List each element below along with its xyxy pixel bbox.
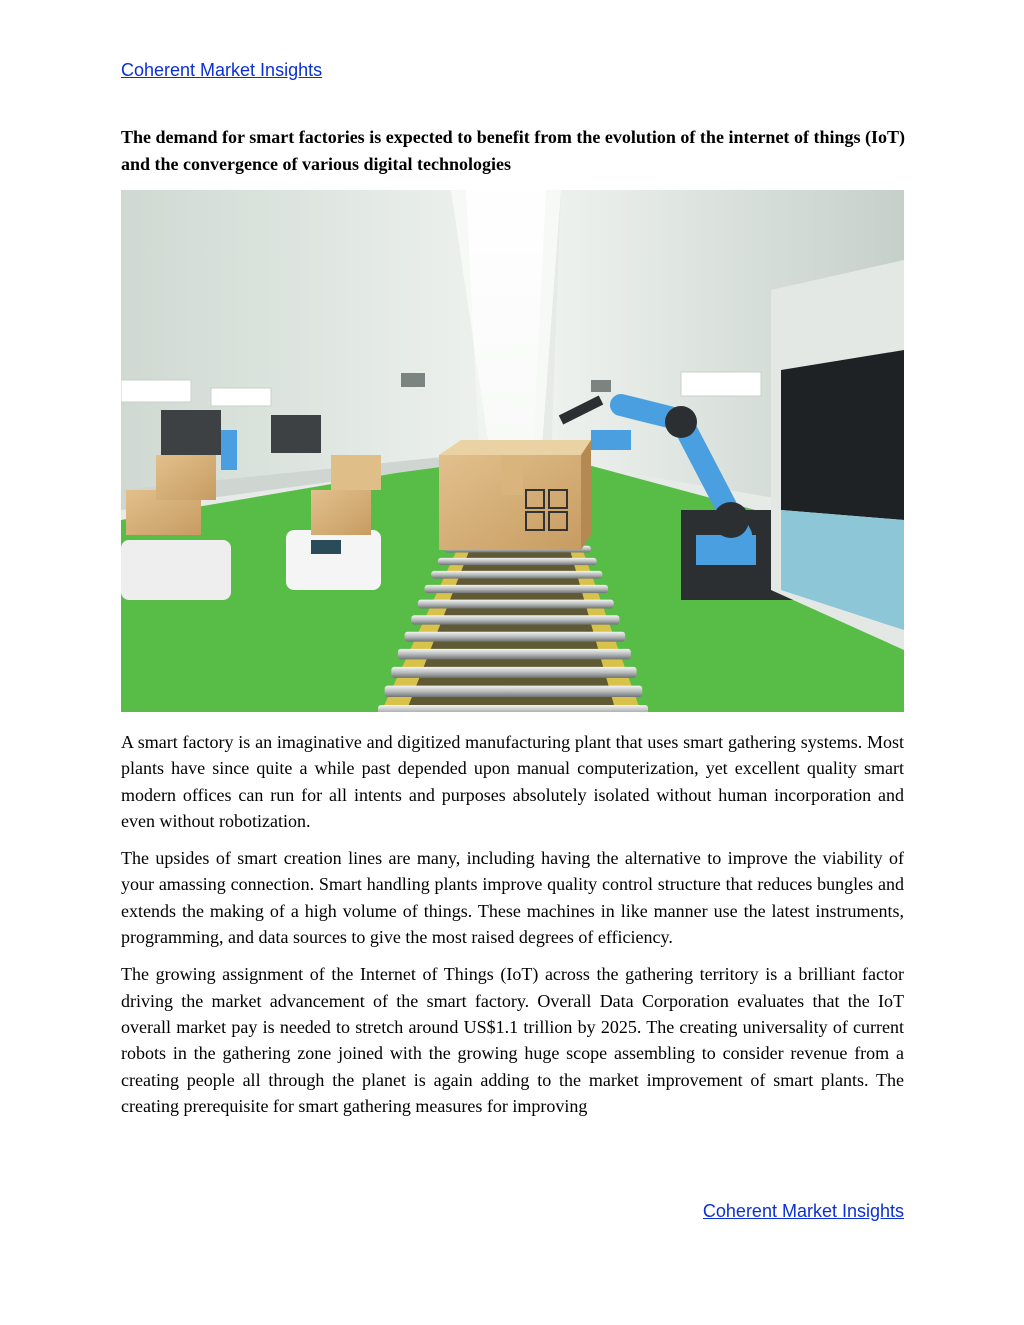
paragraph: The upsides of smart creation lines are many, including having the alternative to improve the viability of your amassing connection. Smart handling plants improve quality control structure that reduces bungles and extends the making of a high volume of things. These machines in like manner use the latest instruments, programming, and data sources to give the most raised degrees of efficiency.: [121, 848, 904, 948]
conveyor-roller: [425, 585, 609, 593]
paragraph: The growing assignment of the Internet of Things (IoT) across the gathering territory is a brilliant factor driving the market advancement of the smart factory. Overall Data Corporation evaluates that the IoT overall market pay is needed to stretch around US$1.1 trillion by 2025. The creating universality of current robots in the gathering zone joined with the growing huge scope assembling to consider revenue from a creating people all through the planet is again adding to the market improvement of smart plants. The creating prerequisite for smart gathering measures for improving: [121, 964, 904, 1116]
conveyor-roller: [398, 649, 631, 659]
footer-link[interactable]: Coherent Market Insights: [702, 1201, 904, 1221]
factory-photo: [121, 190, 904, 712]
conveyor-roller: [411, 615, 619, 624]
article-title: The demand for smart factories is expected to benefit from the evolution of the internet of things (IoT) and the convergence of various digital technologies: [121, 127, 905, 174]
conveyor-roller: [438, 558, 597, 565]
conveyor-roller: [378, 705, 648, 712]
conveyor-roller: [385, 686, 643, 697]
conveyor-roller: [391, 667, 636, 678]
conveyor-roller: [418, 600, 614, 609]
conveyor-roller: [431, 571, 602, 579]
conveyor-roller: [405, 632, 626, 642]
paragraph: A smart factory is an imaginative and digitized manufacturing plant that uses smart gathering systems. Most plants have since quite a while past depended upon manual computerization, yet excellent quality smart modern offices can run for all intents and purposes absolutely isolated without human incorporation and even without robotization.: [121, 732, 904, 831]
article-body: [121, 729, 904, 1130]
header-link[interactable]: Coherent Market Insights: [121, 60, 323, 80]
